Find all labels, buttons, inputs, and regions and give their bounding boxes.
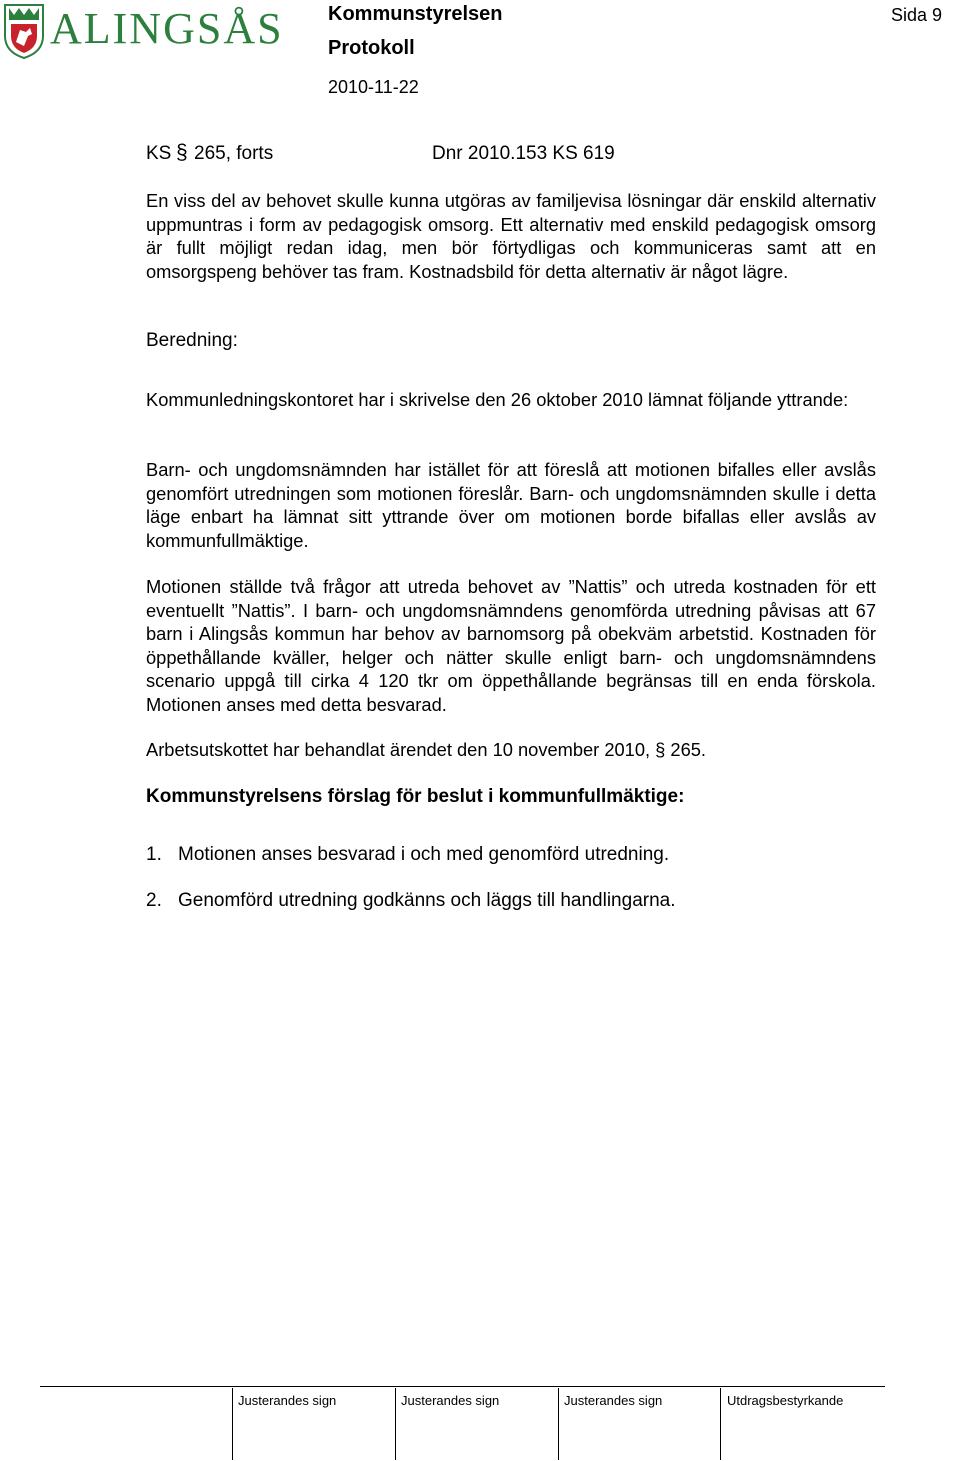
decision-text: Motionen anses besvarad i och med genomförd utredning.: [178, 844, 670, 865]
signature-divider: [720, 1388, 721, 1460]
certification-field: Utdragsbestyrkande: [727, 1393, 844, 1408]
document-type: Protokoll: [328, 37, 415, 59]
organization-name: Kommunstyrelsen: [328, 3, 503, 25]
decision-number: 2.: [146, 890, 162, 911]
case-prefix: KS: [146, 143, 172, 164]
alingsas-logo: [2, 2, 284, 62]
paragraph-statement: Kommunledningskontoret har i skrivelse den 26 oktober 2010 lämnat följande yttrande:: [146, 389, 849, 410]
signature-divider: [558, 1388, 559, 1460]
signature-field: Justerandes sign: [401, 1393, 500, 1408]
signature-divider: [395, 1388, 396, 1460]
decision-item: [146, 844, 669, 866]
proposal-heading: Kommunstyrelsens förslag för beslut i kommunfullmäktige:: [146, 786, 685, 807]
document-date: 2010-11-22: [328, 77, 419, 97]
decision-text: Genomförd utredning godkänns och läggs till handlingarna.: [178, 890, 676, 911]
paragraph-number: 265, forts: [194, 143, 274, 164]
footer-rule: [40, 1386, 885, 1387]
decision-item: [146, 890, 676, 912]
signature-divider: [232, 1388, 233, 1460]
signature-field: Justerandes sign: [238, 1393, 337, 1408]
intro-paragraph: En viss del av behovet skulle kunna utgöras av familjevisa lösningar där enskild alternativ uppmuntras i form av pedagogisk omsorg. Ett alternativ med enskild pedagogisk omsorg är fullt möjligt redan idag, men bör förtydligas och kommuniceras samt att en omsorgspeng behöver tas fram. Kostnadsbild för detta alternativ är något lägre.: [146, 190, 876, 282]
page-number: Sida 9: [890, 5, 942, 25]
paragraph-motion: Motionen ställde två frågor att utreda behovet av ”Nattis” och utreda kostnaden för ett eventuellt ”Nattis”. I barn- och ungdomsnämndens genomförda utredning påvisas att 67 barn i Alingsås kommun har behov av barnomsorg på obekväm arbetstid. Kostnaden för öppethållande kväller, helger och nätter skulle enligt barn- och ungdomsnämndens scenario uppgå till cirka 4 120 tkr om öppethållande begränsas till en enda förskola. Motionen anses med detta besvarad.: [146, 576, 876, 715]
paragraph-committee: Barn- och ungdomsnämnden har istället för att föreslå att motionen bifalles eller avslås genomfört utredningen som motionen föreslår. Barn- och ungdomsnämnden skulle i detta läge enbart ha lämnat sitt yttrande över om motionen borde bifallas eller avslås av kommunfullmäktige.: [146, 459, 876, 551]
decision-number: 1.: [146, 844, 162, 865]
diary-number: Dnr 2010.153 KS 619: [432, 143, 615, 164]
paragraph-working-committee: Arbetsutskottet har behandlat ärendet den 10 november 2010, § 265.: [146, 739, 707, 760]
logo-wordmark: ALINGSÅS: [50, 4, 284, 53]
case-reference: [146, 143, 171, 165]
paragraph-sign: §: [176, 141, 188, 164]
signature-field: Justerandes sign: [564, 1393, 663, 1408]
beredning-heading: Beredning:: [146, 330, 238, 351]
municipal-crest-icon: [2, 2, 46, 60]
